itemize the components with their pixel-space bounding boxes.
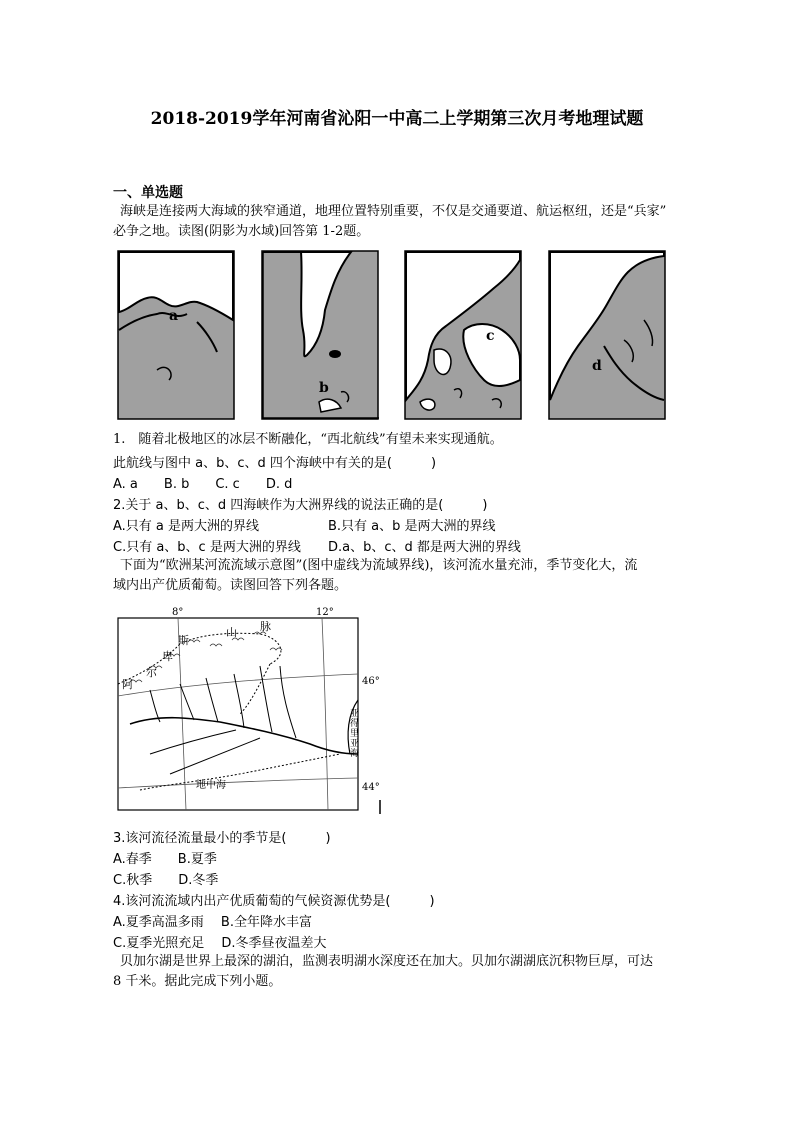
alps-char-5: 尔 bbox=[146, 666, 157, 679]
question-2-option-b: B.只有 a、b 是两大洲的界线 bbox=[328, 519, 496, 534]
intro-paragraph-3-line2: 8 千米。据此完成下列小题。 bbox=[113, 974, 282, 989]
strait-label-b: b bbox=[319, 380, 329, 396]
question-2-stem: 2.关于 a、b、c、d 四海峡作为大洲界线的说法正确的是( ) bbox=[113, 498, 488, 513]
river-basin-map bbox=[110, 604, 400, 824]
lat-46-label: 46° bbox=[362, 676, 380, 687]
alps-char-6: 阿 bbox=[122, 678, 133, 691]
question-4-stem: 4.该河流流域内出产优质葡萄的气候资源优势是( ) bbox=[113, 894, 435, 909]
strait-map-a bbox=[117, 250, 235, 420]
alps-char-1: 斯 bbox=[178, 634, 189, 647]
alps-char-3: 脉 bbox=[260, 620, 271, 633]
adriatic-char-2: 得 bbox=[350, 719, 360, 729]
intro-paragraph-2-line2: 域内出产优质葡萄。读图回答下列各题。 bbox=[113, 578, 348, 593]
adriatic-char-4: 亚 bbox=[350, 739, 360, 749]
strait-label-c: c bbox=[486, 328, 495, 344]
lon-12-label: 12° bbox=[316, 607, 334, 618]
question-2-option-a: A.只有 a 是两大洲的界线 bbox=[113, 519, 260, 534]
section-heading: 一、单选题 bbox=[113, 185, 183, 201]
mediterranean-label: 地中海 bbox=[196, 780, 226, 791]
strait-label-d: d bbox=[592, 358, 602, 374]
strait-map-b bbox=[261, 250, 379, 420]
intro-paragraph-3-line1: 贝加尔湖是世界上最深的湖泊，监测表明湖水深度还在加大。贝加尔湖湖底沉积物巨厚，可达 bbox=[120, 954, 654, 969]
question-2-option-c: C.只有 a、b、c 是两大洲的界线 bbox=[113, 540, 301, 555]
adriatic-char-5: 海 bbox=[350, 749, 360, 759]
question-2-option-d: D.a、b、c、d 都是两大洲的界线 bbox=[328, 540, 521, 555]
question-4-options-1: A.夏季高温多雨 B.全年降水丰富 bbox=[113, 915, 312, 930]
adriatic-char-3: 里 bbox=[350, 729, 360, 739]
intro-paragraph-2-line1: 下面为“欧洲某河流流域示意图”(图中虚线为流域界线)，该河流水量充沛，季节变化大，流 bbox=[120, 558, 638, 573]
strait-map-d bbox=[548, 250, 666, 420]
question-1-options: A. a B. b C. c D. d bbox=[113, 477, 293, 492]
intro-paragraph-1-line1: 海峡是连接两大海域的狭窄通道，地理位置特别重要，不仅是交通要道、航运枢纽，还是“兵家” bbox=[120, 204, 667, 219]
question-1-line1: 1. 随着北极地区的冰层不断融化，“西北航线”有望未来实现通航。 bbox=[113, 432, 503, 447]
question-3-stem: 3.该河流径流量最小的季节是( ) bbox=[113, 831, 331, 846]
strait-label-a: a bbox=[169, 308, 179, 324]
question-3-options-1: A.春季 B.夏季 bbox=[113, 852, 217, 867]
question-3-options-2: C.秋季 D.冬季 bbox=[113, 873, 219, 888]
alps-char-4: 卑 bbox=[162, 650, 173, 663]
lat-44-label: 44° bbox=[362, 782, 380, 793]
question-4-options-2: C.夏季光照充足 D.冬季昼夜温差大 bbox=[113, 936, 327, 951]
intro-paragraph-1-line2: 必争之地。读图(阴影为水域)回答第 1-2题。 bbox=[113, 224, 370, 239]
alps-char-2: 山 bbox=[226, 626, 237, 639]
question-1-line2: 此航线与图中 a、b、c、d 四个海峡中有关的是( ) bbox=[113, 456, 437, 471]
adriatic-char-1: 亚 bbox=[350, 709, 360, 719]
strait-map-c bbox=[404, 250, 522, 420]
lon-8-label: 8° bbox=[172, 607, 184, 618]
page-title: 2018-2019学年河南省沁阳一中高二上学期第三次月考地理试题 bbox=[150, 109, 644, 129]
